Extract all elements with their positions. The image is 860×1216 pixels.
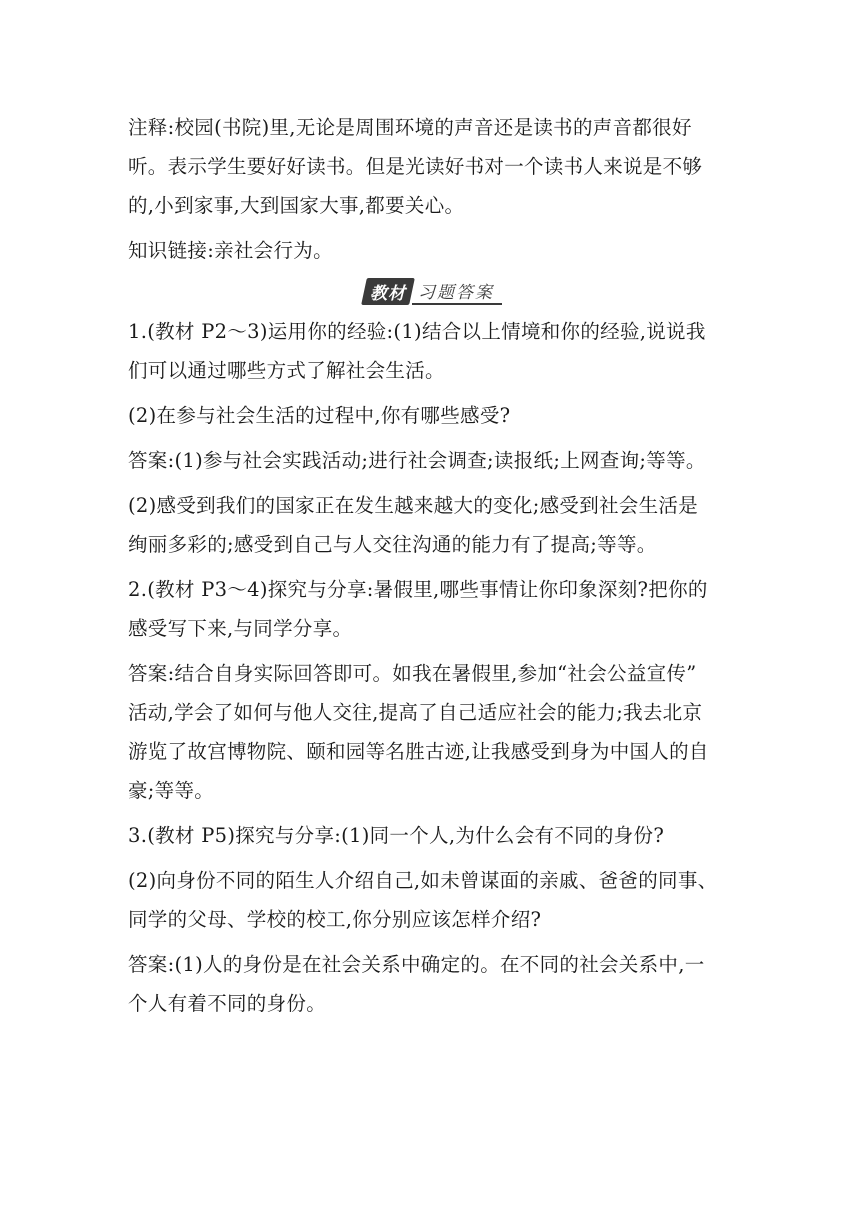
document-page [128,108,738,1023]
section-header-badge: 教材 [361,278,415,305]
question-line: 3.(教材 P5)探究与分享:(1)同一个人,为什么会有不同的身份? [128,824,665,847]
question-line: 感受写下来,与同学分享。 [128,617,353,640]
question-part: (2)向身份不同的陌生人介绍自己,如未曾谋面的亲戚、爸爸的同事、 [128,869,718,892]
answer-line: 活动,学会了如何与他人交往,提高了自己适应社会的能力;我去北京 [128,701,703,724]
question-2 [128,570,738,810]
answer-line: 答案:结合自身实际回答即可。如我在暑假里,参加“社会公益宣传” [128,662,697,685]
question-line: 1.(教材 P2～3)运用你的经验:(1)结合以上情境和你的经验,说说我 [128,320,706,343]
section-header-exercise-answers [128,274,738,310]
note-line: 听。表示学生要好好读书。但是光读好书对一个读书人来说是不够 [128,155,703,178]
answer-line: (2)感受到我们的国家正在发生越来越大的变化;感受到社会生活是 [128,494,698,517]
question-1 [128,312,738,564]
question-line: 们可以通过哪些方式了解社会生活。 [128,359,445,382]
note-line: 注释:校园(书院)里,无论是周围环境的声音还是读书的声音都很好 [128,116,692,139]
knowledge-link: 知识链接:亲社会行为。 [128,239,333,262]
answer-line: 个人有着不同的身份。 [128,992,327,1015]
question-3 [128,816,738,1023]
note-line: 的,小到家事,大到国家大事,都要关心。 [128,194,465,217]
section-header-title: 习题答案 [412,278,502,305]
question-part: (2)在参与社会生活的过程中,你有哪些感受? [128,404,511,427]
answer-line: 游览了故宫博物院、颐和园等名胜古迹,让我感受到身为中国人的自 [128,740,709,763]
answer-line: 绚丽多彩的;感受到自己与人交往沟通的能力有了提高;等等。 [128,533,657,556]
answer-line: 答案:(1)参与社会实践活动;进行社会调查;读报纸;上网查询;等等。 [128,449,706,472]
note-paragraph [128,108,738,225]
question-part: 同学的父母、学校的校工,你分别应该怎样介绍? [128,908,542,931]
question-line: 2.(教材 P3～4)探究与分享:暑假里,哪些事情让你印象深刻?把你的 [128,578,708,601]
answer-line: 豪;等等。 [128,779,215,802]
section-header-banner [364,278,502,307]
answer-line: 答案:(1)人的身份是在社会关系中确定的。在不同的社会关系中,一 [128,953,705,976]
